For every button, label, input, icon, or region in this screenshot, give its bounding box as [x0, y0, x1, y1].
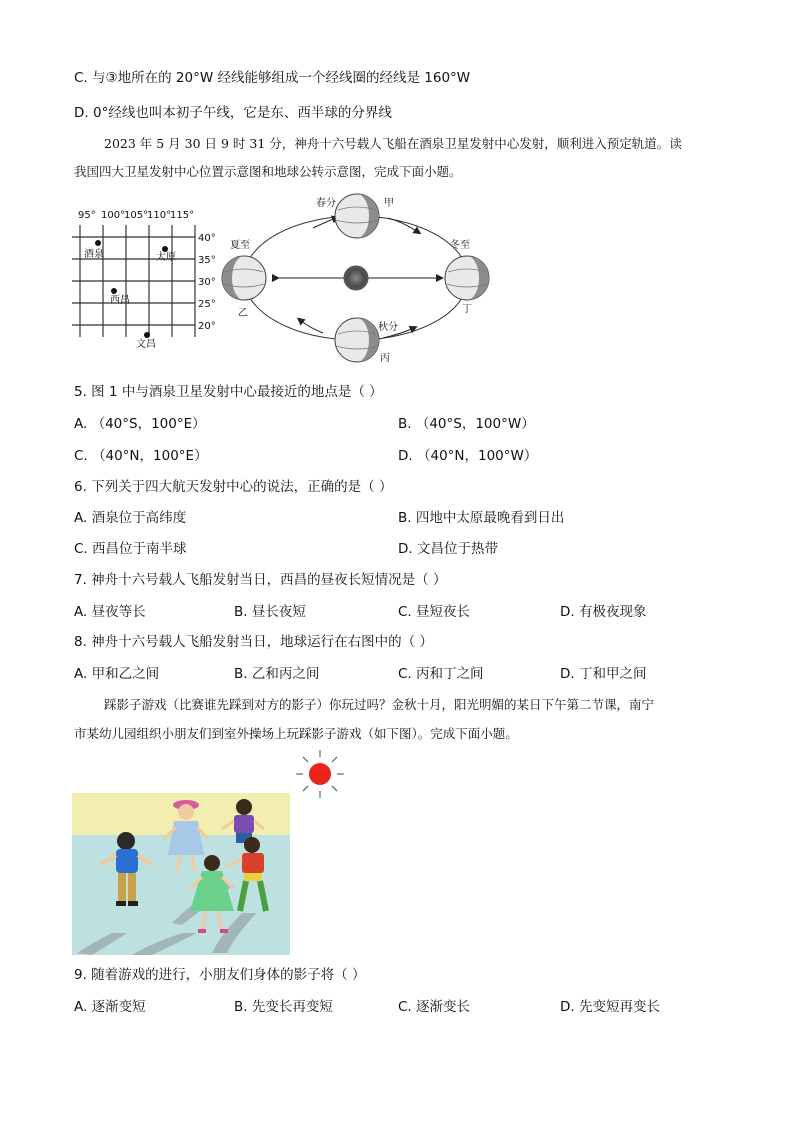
question-6-option-c[interactable]: C. 西昌位于南半球	[74, 541, 187, 557]
question-6-option-d[interactable]: D. 文昌位于热带	[398, 541, 498, 557]
passage2-line1: 踩影子游戏（比赛谁先踩到对方的影子）你玩过吗？金秋十月，阳光明媚的某日下午第二节课，南宁	[104, 697, 655, 712]
lat-label: 20°	[198, 321, 216, 332]
question-7-stem: 7. 神舟十六号载人飞船发射当日，西昌的昼夜长短情况是（ ）	[74, 572, 447, 588]
earth-autumn-icon	[335, 318, 379, 362]
label-winter: 冬至	[450, 240, 470, 251]
lat-label: 30°	[198, 277, 216, 288]
lat-label: 35°	[198, 255, 216, 266]
question-8-option-b[interactable]: B. 乙和丙之间	[234, 666, 320, 682]
option-c-top: C. 与③地所在的 20°W 经线能够组成一个经线圈的经线是 160°W	[74, 70, 471, 86]
label-bing: 丙	[380, 353, 390, 364]
question-8-option-a[interactable]: A. 甲和乙之间	[74, 666, 160, 682]
question-9-option-c[interactable]: C. 逐渐变长	[398, 999, 471, 1015]
lon-label: 110°	[147, 210, 172, 221]
sun-icon	[345, 267, 367, 289]
option-d-top: D. 0°经线也叫本初子午线，它是东、西半球的分界线	[74, 105, 392, 121]
question-9-option-d[interactable]: D. 先变短再变长	[560, 999, 660, 1015]
lat-label: 25°	[198, 299, 216, 310]
question-6-option-a[interactable]: A. 酒泉位于高纬度	[74, 510, 187, 526]
question-6-option-b[interactable]: B. 四地中太原最晚看到日出	[398, 510, 565, 526]
question-9-option-b[interactable]: B. 先变长再变短	[234, 999, 333, 1015]
question-5-option-a[interactable]: A. （40°S，100°E）	[74, 416, 206, 432]
passage2-line2: 市某幼儿园组织小朋友们到室外操场上玩踩影子游戏（如下图）。完成下面小题。	[74, 726, 518, 741]
question-7-option-a[interactable]: A. 昼夜等长	[74, 604, 146, 620]
taiyuan-label: 太原	[156, 252, 176, 263]
lon-label: 115°	[170, 210, 195, 221]
wenchang-dot	[144, 332, 150, 338]
question-6-stem: 6. 下列关于四大航天发射中心的说法，正确的是（ ）	[74, 479, 393, 495]
earth-spring-icon	[335, 194, 379, 238]
question-8-option-d[interactable]: D. 丁和甲之间	[560, 666, 647, 682]
lon-label: 95°	[78, 210, 96, 221]
label-spring: 春分	[316, 198, 336, 209]
wenchang-label: 文昌	[136, 339, 156, 350]
question-8-option-c[interactable]: C. 丙和丁之间	[398, 666, 484, 682]
question-7-option-b[interactable]: B. 昼长夜短	[234, 604, 306, 620]
launch-center-grid-map	[68, 205, 228, 355]
lon-label: 105°	[124, 210, 149, 221]
lat-label: 40°	[198, 233, 216, 244]
question-7-option-c[interactable]: C. 昼短夜长	[398, 604, 471, 620]
label-summer: 夏至	[230, 240, 250, 251]
passage1-line2: 我国四大卫星发射中心位置示意图和地球公转示意图，完成下面小题。	[74, 164, 462, 179]
children-shadow-game-illustration	[72, 793, 290, 955]
question-5-stem: 5. 图 1 中与酒泉卫星发射中心最接近的地点是（ ）	[74, 384, 383, 400]
question-5-option-c[interactable]: C. （40°N，100°E）	[74, 448, 208, 464]
earth-summer-icon	[222, 256, 266, 300]
label-autumn: 秋分	[378, 322, 398, 333]
question-9-option-a[interactable]: A. 逐渐变短	[74, 999, 146, 1015]
jiuquan-label: 酒泉	[84, 249, 104, 260]
earth-revolution-diagram	[218, 188, 498, 366]
question-9-stem: 9. 随着游戏的进行，小朋友们身体的影子将（ ）	[74, 967, 366, 983]
xichang-dot	[111, 288, 117, 294]
xichang-label: 西昌	[110, 295, 130, 306]
question-5-option-b[interactable]: B. （40°S，100°W）	[398, 416, 535, 432]
label-yi: 乙	[238, 308, 248, 319]
jiuquan-dot	[95, 240, 101, 246]
sun-illustration	[294, 748, 346, 800]
question-7-option-d[interactable]: D. 有极夜现象	[560, 604, 647, 620]
question-8-stem: 8. 神舟十六号载人飞船发射当日，地球运行在右图中的（ ）	[74, 634, 433, 650]
passage1-line1: 2023 年 5 月 30 日 9 时 31 分，神舟十六号载人飞船在酒泉卫星发射中心发射，顺利进入预定轨道。读	[104, 136, 682, 151]
label-jia: 甲	[384, 198, 394, 209]
lon-label: 100°	[101, 210, 126, 221]
question-5-option-d[interactable]: D. （40°N，100°W）	[398, 448, 538, 464]
earth-winter-icon	[445, 256, 489, 300]
label-ding: 丁	[462, 304, 472, 315]
